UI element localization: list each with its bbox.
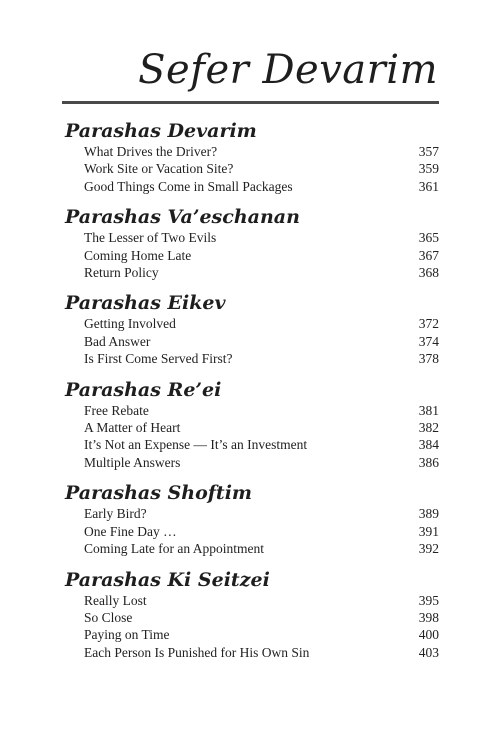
entry-page-number: 378: [418, 351, 439, 367]
toc-entry[interactable]: [62, 402, 439, 419]
entry-title: Coming Late for an Appointment: [84, 541, 264, 557]
toc-entry[interactable]: [62, 644, 439, 661]
section-heading: Parashas Ki Seitzei: [65, 568, 270, 591]
entry-page-number: 365: [418, 230, 439, 246]
entry-list: [62, 402, 439, 472]
entry-page-number: 398: [418, 609, 439, 625]
entry-title: It’s Not an Expense — It’s an Investment: [84, 437, 308, 453]
entry-title: Is First Come Served First?: [84, 351, 233, 367]
toc-entry[interactable]: [62, 436, 439, 453]
entry-title: Return Policy: [84, 265, 159, 281]
toc-section: [62, 291, 439, 367]
entry-page-number: 367: [418, 247, 439, 263]
entry-title: Paying on Time: [84, 627, 170, 643]
toc-entry[interactable]: [62, 540, 439, 557]
entry-page-number: 400: [418, 627, 439, 643]
entry-title: Each Person Is Punished for His Own Sin: [84, 644, 310, 660]
entry-page-number: 368: [418, 265, 439, 281]
entry-page-number: 382: [418, 420, 439, 436]
table-of-contents: [62, 119, 439, 671]
entry-title: Good Things Come in Small Packages: [84, 178, 293, 194]
page-title: Sefer Devarim: [138, 47, 438, 93]
toc-entry[interactable]: [62, 160, 439, 177]
entry-title: One Fine Day …: [84, 523, 177, 539]
entry-title: Work Site or Vacation Site?: [84, 161, 234, 177]
entry-title: Coming Home Late: [84, 247, 192, 263]
entry-page-number: 391: [418, 523, 439, 539]
entry-title: What Drives the Driver?: [84, 144, 218, 159]
title-divider: [62, 101, 439, 104]
entry-title: Bad Answer: [84, 333, 151, 349]
entry-title: Multiple Answers: [84, 454, 181, 470]
toc-entry[interactable]: [62, 247, 439, 264]
section-heading: Parashas Va’eschanan: [65, 206, 300, 229]
section-heading: Parashas Eikev: [65, 292, 226, 315]
entry-title: Getting Involved: [84, 316, 176, 332]
entry-page-number: 372: [418, 316, 439, 332]
entry-title: The Lesser of Two Evils: [84, 230, 217, 246]
toc-entry[interactable]: [62, 505, 439, 522]
toc-entry[interactable]: [62, 350, 439, 367]
entry-list: [62, 505, 439, 557]
toc-entry[interactable]: [62, 264, 439, 281]
toc-entry[interactable]: [62, 229, 439, 246]
toc-section: [62, 568, 439, 662]
toc-entry[interactable]: [62, 143, 439, 160]
entry-page-number: 395: [418, 592, 439, 608]
entry-title: Really Lost: [84, 592, 147, 608]
entry-page-number: 403: [418, 644, 439, 660]
entry-page-number: 374: [418, 333, 439, 349]
entry-title: So Close: [84, 609, 133, 625]
entry-page-number: 381: [418, 402, 439, 418]
toc-entry[interactable]: [62, 626, 439, 643]
toc-entry[interactable]: [62, 454, 439, 471]
entry-page-number: 386: [418, 454, 439, 470]
section-heading: Parashas Re’ei: [65, 378, 222, 401]
section-heading: Parashas Shoftim: [65, 482, 253, 505]
toc-entry[interactable]: [62, 315, 439, 332]
toc-section: [62, 481, 439, 557]
toc-section: [62, 205, 439, 281]
entry-title: Free Rebate: [84, 402, 149, 418]
section-heading: Parashas Devarim: [65, 120, 257, 142]
entry-page-number: 384: [418, 437, 439, 453]
entry-page-number: 392: [418, 541, 439, 557]
toc-entry[interactable]: [62, 592, 439, 609]
entry-list: [62, 592, 439, 662]
entry-list: [62, 143, 439, 195]
entry-title: A Matter of Heart: [84, 420, 181, 436]
entry-page-number: 389: [418, 506, 439, 522]
toc-entry[interactable]: [62, 333, 439, 350]
entry-page-number: 361: [418, 178, 439, 194]
toc-section: [62, 378, 439, 472]
toc-entry[interactable]: [62, 523, 439, 540]
entry-list: [62, 229, 439, 281]
entry-page-number: 357: [418, 144, 439, 159]
toc-entry[interactable]: [62, 609, 439, 626]
toc-section: [62, 119, 439, 195]
toc-entry[interactable]: [62, 178, 439, 195]
entry-list: [62, 315, 439, 367]
toc-entry[interactable]: [62, 419, 439, 436]
entry-page-number: 359: [418, 161, 439, 177]
entry-title: Early Bird?: [84, 506, 147, 522]
